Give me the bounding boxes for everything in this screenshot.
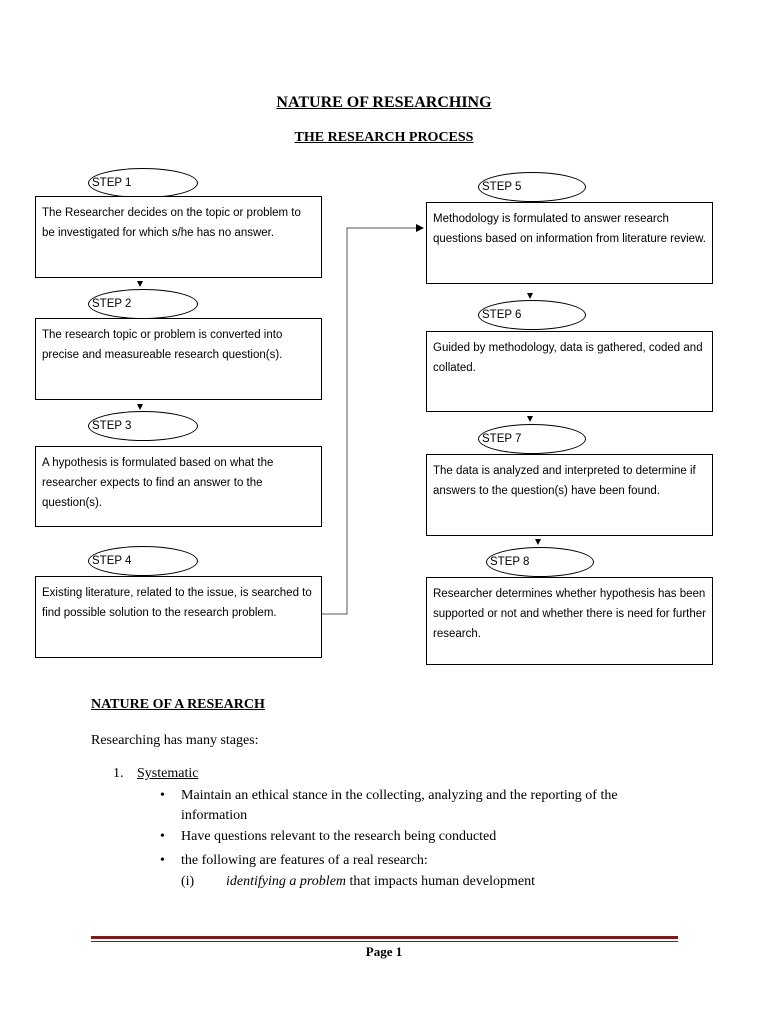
step-8-box: Researcher determines whether hypothesis has been supported or not and whether there is need for further research.	[426, 577, 713, 665]
bullet-item: Maintain an ethical stance in the collecting, analyzing and the reporting of the information	[181, 788, 618, 823]
footer-rule-thin	[91, 941, 678, 942]
bullet-marker: •	[160, 788, 165, 803]
section-heading: NATURE OF A RESEARCH	[91, 697, 265, 712]
bullet-marker: •	[160, 829, 165, 844]
bullet-item: the following are features of a real research:	[181, 853, 428, 868]
section-intro: Researching has many stages:	[91, 733, 259, 748]
step-3-box: A hypothesis is formulated based on what the researcher expects to find an answer to the question(s).	[35, 446, 322, 527]
step-5-label: STEP 5	[478, 172, 586, 202]
page-number: Page 1	[365, 944, 403, 959]
step-6-box: Guided by methodology, data is gathered, coded and collated.	[426, 331, 713, 412]
arrow-step6-step7	[527, 416, 533, 422]
connector-step4-to-step5	[270, 228, 416, 614]
arrow-step5-step6	[527, 293, 533, 299]
step-3-label: STEP 3	[88, 411, 198, 441]
list-number: 1.	[113, 766, 124, 781]
page-title: NATURE OF RESEARCHING	[276, 94, 492, 111]
arrow-step7-step8	[535, 539, 541, 545]
step-2-box: The research topic or problem is converted into precise and measureable research question(s).	[35, 318, 322, 400]
step-4-label: STEP 4	[88, 546, 198, 576]
sub-item-text	[226, 872, 535, 892]
step-6-label: STEP 6	[478, 300, 586, 330]
step-1-label: STEP 1	[88, 168, 198, 198]
step-7-label: STEP 7	[478, 424, 586, 454]
arrow-step2-step3	[137, 404, 143, 410]
arrow-step1-step2	[137, 281, 143, 287]
step-2-label: STEP 2	[88, 289, 198, 319]
sub-item-emphasis: identifying a problem	[226, 874, 347, 889]
page-subtitle: THE RESEARCH PROCESS	[294, 130, 474, 145]
sub-item-marker: (i)	[181, 874, 195, 889]
bullet-marker: •	[160, 853, 165, 868]
step-5-box: Methodology is formulated to answer research questions based on information from literature review.	[426, 202, 713, 284]
sub-item-rest: that impacts human development	[346, 874, 535, 889]
connector-arrowhead-step5	[416, 224, 424, 232]
step-7-box: The data is analyzed and interpreted to determine if answers to the question(s) have been found.	[426, 454, 713, 536]
step-1-box: The Researcher decides on the topic or problem to be investigated for which s/he has no answer.	[35, 196, 322, 278]
list-item-systematic: Systematic	[137, 766, 199, 781]
step-4-box: Existing literature, related to the issue, is searched to find possible solution to the research problem.	[35, 576, 322, 658]
bullet-item: Have questions relevant to the research being conducted	[181, 829, 497, 844]
footer-rule-thick	[91, 936, 678, 939]
step-8-label: STEP 8	[486, 547, 594, 577]
